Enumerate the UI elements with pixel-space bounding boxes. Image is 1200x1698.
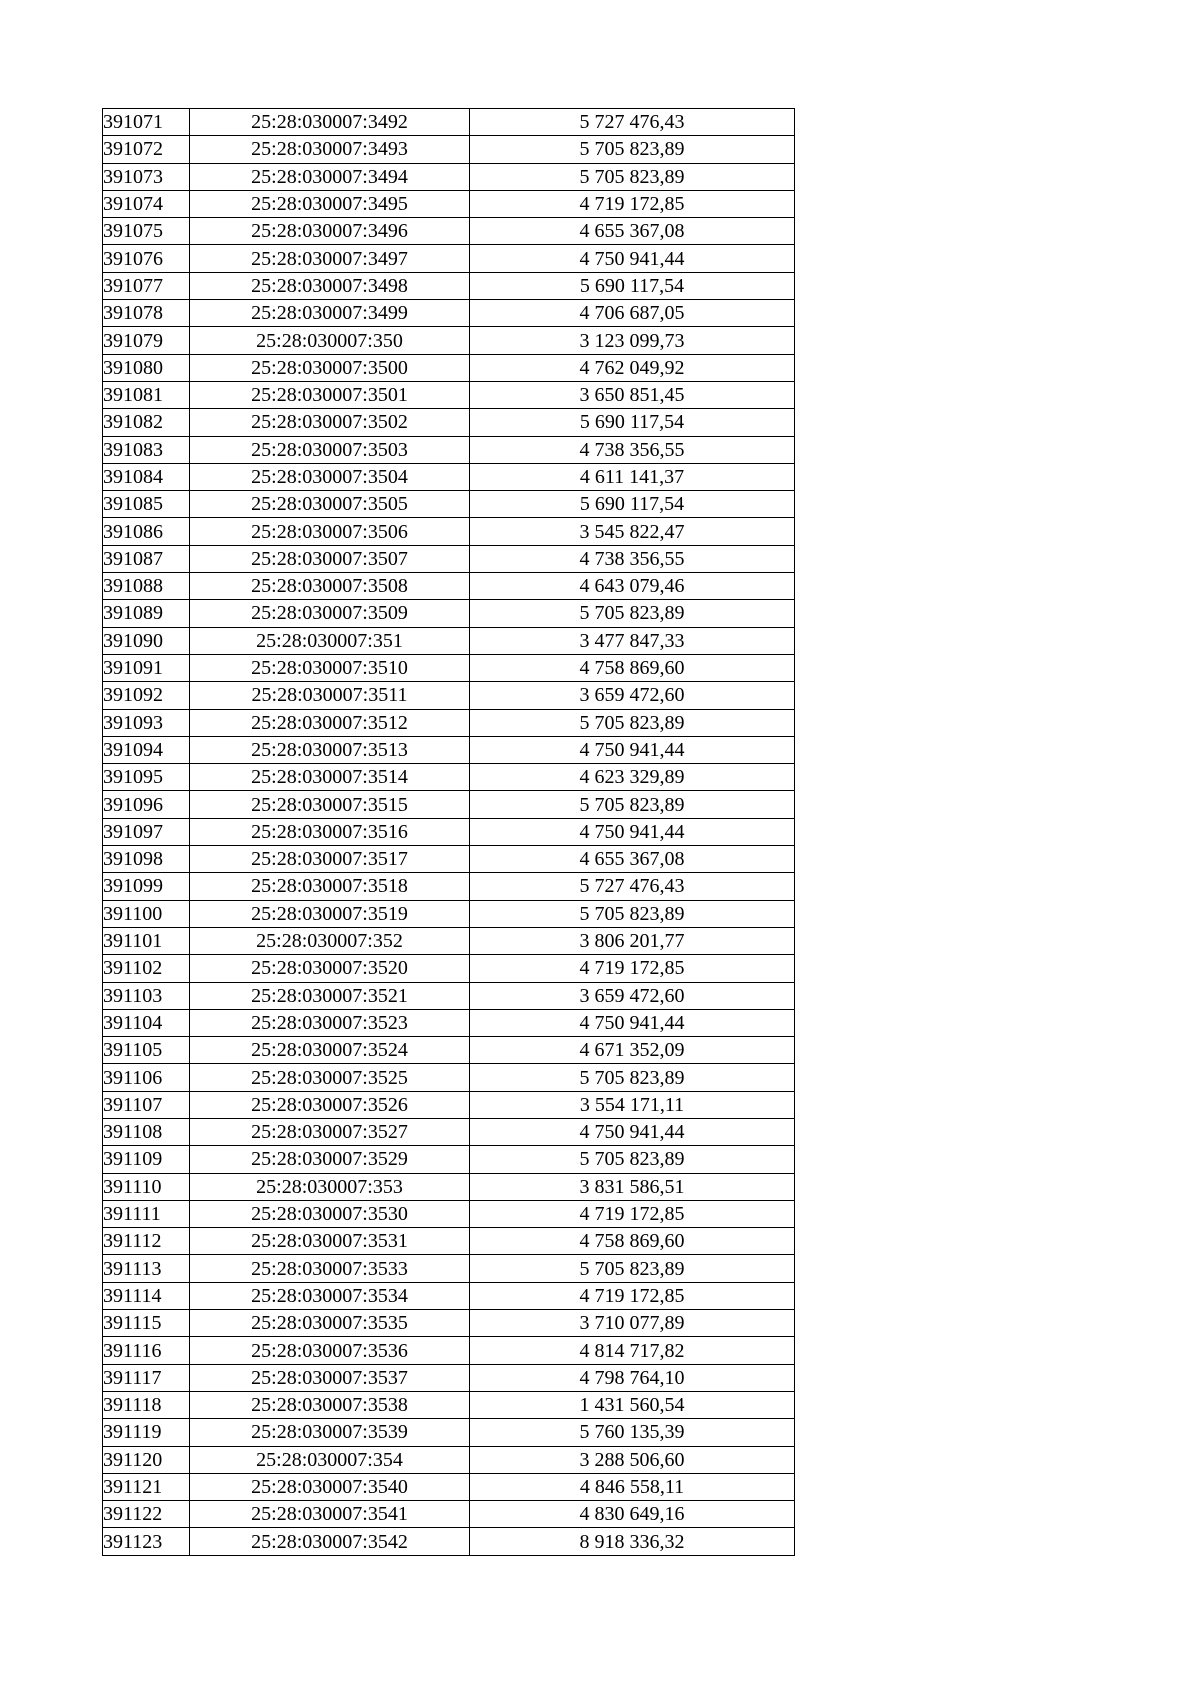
cadastral-value-cell: 4 758 869,60 — [470, 654, 795, 681]
table-row — [103, 218, 795, 245]
row-number-cell: 391116 — [103, 1337, 190, 1364]
cadastral-value-cell: 8 918 336,32 — [470, 1528, 795, 1555]
row-number-cell: 391087 — [103, 545, 190, 572]
row-number-cell: 391108 — [103, 1118, 190, 1145]
row-number-cell: 391074 — [103, 190, 190, 217]
row-number-cell: 391099 — [103, 873, 190, 900]
cadastral-value-cell: 3 123 099,73 — [470, 327, 795, 354]
cadastral-number-cell: 25:28:030007:3538 — [190, 1391, 470, 1418]
table-row — [103, 463, 795, 490]
cadastral-number-cell: 25:28:030007:3540 — [190, 1473, 470, 1500]
table-row — [103, 1009, 795, 1036]
cadastral-number-cell: 25:28:030007:3520 — [190, 955, 470, 982]
cadastral-number-cell: 25:28:030007:3516 — [190, 818, 470, 845]
table-row — [103, 409, 795, 436]
cadastral-number-cell: 25:28:030007:3494 — [190, 163, 470, 190]
table-row — [103, 1200, 795, 1227]
table-row — [103, 545, 795, 572]
table-row — [103, 1528, 795, 1555]
table-row — [103, 109, 795, 136]
cadastral-number-cell: 25:28:030007:353 — [190, 1173, 470, 1200]
cadastral-number-cell: 25:28:030007:3515 — [190, 791, 470, 818]
row-number-cell: 391122 — [103, 1501, 190, 1528]
cadastral-number-cell: 25:28:030007:3513 — [190, 736, 470, 763]
cadastral-value-cell: 3 659 472,60 — [470, 682, 795, 709]
table-row — [103, 900, 795, 927]
table-row — [103, 1310, 795, 1337]
row-number-cell: 391121 — [103, 1473, 190, 1500]
cadastral-number-cell: 25:28:030007:3502 — [190, 409, 470, 436]
cadastral-value-cell: 4 738 356,55 — [470, 545, 795, 572]
row-number-cell: 391076 — [103, 245, 190, 272]
cadastral-value-cell: 5 727 476,43 — [470, 109, 795, 136]
row-number-cell: 391073 — [103, 163, 190, 190]
row-number-cell: 391086 — [103, 518, 190, 545]
cadastral-number-cell: 25:28:030007:3496 — [190, 218, 470, 245]
row-number-cell: 391115 — [103, 1310, 190, 1337]
table-row — [103, 1118, 795, 1145]
row-number-cell: 391081 — [103, 381, 190, 408]
table-row — [103, 518, 795, 545]
row-number-cell: 391098 — [103, 846, 190, 873]
cadastral-number-cell: 25:28:030007:3537 — [190, 1364, 470, 1391]
row-number-cell: 391111 — [103, 1200, 190, 1227]
cadastral-value-cell: 3 288 506,60 — [470, 1446, 795, 1473]
table-row — [103, 1419, 795, 1446]
cadastral-number-cell: 25:28:030007:3539 — [190, 1419, 470, 1446]
cadastral-number-cell: 25:28:030007:3501 — [190, 381, 470, 408]
table-row — [103, 873, 795, 900]
row-number-cell: 391103 — [103, 982, 190, 1009]
row-number-cell: 391082 — [103, 409, 190, 436]
table-row — [103, 1146, 795, 1173]
cadastral-number-cell: 25:28:030007:3541 — [190, 1501, 470, 1528]
cadastral-value-cell: 4 611 141,37 — [470, 463, 795, 490]
cadastral-number-cell: 25:28:030007:3533 — [190, 1255, 470, 1282]
cadastral-number-cell: 25:28:030007:3503 — [190, 436, 470, 463]
cadastral-value-cell: 5 690 117,54 — [470, 409, 795, 436]
row-number-cell: 391079 — [103, 327, 190, 354]
row-number-cell: 391102 — [103, 955, 190, 982]
table-row — [103, 600, 795, 627]
table-row — [103, 736, 795, 763]
cadastral-value-cell: 4 762 049,92 — [470, 354, 795, 381]
cadastral-value-cell: 3 831 586,51 — [470, 1173, 795, 1200]
table-row — [103, 1091, 795, 1118]
cadastral-value-cell: 5 705 823,89 — [470, 1255, 795, 1282]
table-row — [103, 1228, 795, 1255]
table-row — [103, 1364, 795, 1391]
table-row — [103, 927, 795, 954]
row-number-cell: 391104 — [103, 1009, 190, 1036]
row-number-cell: 391071 — [103, 109, 190, 136]
table-row — [103, 136, 795, 163]
cadastral-value-cell: 5 690 117,54 — [470, 491, 795, 518]
cadastral-value-cell: 4 750 941,44 — [470, 1118, 795, 1145]
cadastral-value-cell: 4 643 079,46 — [470, 573, 795, 600]
table-row — [103, 627, 795, 654]
table-row — [103, 1501, 795, 1528]
cadastral-value-cell: 5 727 476,43 — [470, 873, 795, 900]
table-row — [103, 1064, 795, 1091]
cadastral-value-cell: 4 719 172,85 — [470, 1200, 795, 1227]
table-row — [103, 1173, 795, 1200]
cadastral-number-cell: 25:28:030007:3493 — [190, 136, 470, 163]
table-row — [103, 245, 795, 272]
cadastral-value-cell: 4 623 329,89 — [470, 764, 795, 791]
cadastral-value-cell: 4 655 367,08 — [470, 218, 795, 245]
cadastral-value-cell: 5 705 823,89 — [470, 136, 795, 163]
cadastral-number-cell: 25:28:030007:3506 — [190, 518, 470, 545]
row-number-cell: 391117 — [103, 1364, 190, 1391]
row-number-cell: 391095 — [103, 764, 190, 791]
row-number-cell: 391089 — [103, 600, 190, 627]
cadastral-number-cell: 25:28:030007:3517 — [190, 846, 470, 873]
row-number-cell: 391105 — [103, 1037, 190, 1064]
row-number-cell: 391075 — [103, 218, 190, 245]
cadastral-value-cell: 1 431 560,54 — [470, 1391, 795, 1418]
cadastral-value-cell: 4 655 367,08 — [470, 846, 795, 873]
table-row — [103, 846, 795, 873]
table-row — [103, 327, 795, 354]
cadastral-number-cell: 25:28:030007:3504 — [190, 463, 470, 490]
row-number-cell: 391097 — [103, 818, 190, 845]
cadastral-number-cell: 25:28:030007:3512 — [190, 709, 470, 736]
table-row — [103, 381, 795, 408]
cadastral-value-cell: 4 758 869,60 — [470, 1228, 795, 1255]
cadastral-value-cell: 3 545 822,47 — [470, 518, 795, 545]
cadastral-number-cell: 25:28:030007:3518 — [190, 873, 470, 900]
table-row — [103, 163, 795, 190]
cadastral-number-cell: 25:28:030007:3525 — [190, 1064, 470, 1091]
cadastral-number-cell: 25:28:030007:3535 — [190, 1310, 470, 1337]
table-row — [103, 1255, 795, 1282]
table-row — [103, 818, 795, 845]
table-row — [103, 491, 795, 518]
cadastral-number-cell: 25:28:030007:3514 — [190, 764, 470, 791]
row-number-cell: 391113 — [103, 1255, 190, 1282]
cadastral-number-cell: 25:28:030007:352 — [190, 927, 470, 954]
cadastral-value-cell: 5 705 823,89 — [470, 1146, 795, 1173]
cadastral-value-cell: 4 750 941,44 — [470, 1009, 795, 1036]
row-number-cell: 391100 — [103, 900, 190, 927]
row-number-cell: 391092 — [103, 682, 190, 709]
row-number-cell: 391077 — [103, 272, 190, 299]
cadastral-value-cell: 3 806 201,77 — [470, 927, 795, 954]
row-number-cell: 391088 — [103, 573, 190, 600]
table-body — [103, 109, 795, 1556]
cadastral-value-cell: 5 705 823,89 — [470, 900, 795, 927]
row-number-cell: 391101 — [103, 927, 190, 954]
row-number-cell: 391120 — [103, 1446, 190, 1473]
cadastral-value-cell: 5 690 117,54 — [470, 272, 795, 299]
cadastral-number-cell: 25:28:030007:351 — [190, 627, 470, 654]
cadastral-number-cell: 25:28:030007:3519 — [190, 900, 470, 927]
table-row — [103, 300, 795, 327]
table-row — [103, 709, 795, 736]
cadastral-number-cell: 25:28:030007:3509 — [190, 600, 470, 627]
row-number-cell: 391090 — [103, 627, 190, 654]
row-number-cell: 391085 — [103, 491, 190, 518]
row-number-cell: 391078 — [103, 300, 190, 327]
cadastral-number-cell: 25:28:030007:354 — [190, 1446, 470, 1473]
cadastral-value-table — [102, 108, 795, 1556]
cadastral-number-cell: 25:28:030007:3536 — [190, 1337, 470, 1364]
table-row — [103, 955, 795, 982]
row-number-cell: 391119 — [103, 1419, 190, 1446]
cadastral-number-cell: 25:28:030007:3510 — [190, 654, 470, 681]
cadastral-value-cell: 3 650 851,45 — [470, 381, 795, 408]
cadastral-number-cell: 25:28:030007:3534 — [190, 1282, 470, 1309]
cadastral-value-cell: 5 705 823,89 — [470, 1064, 795, 1091]
cadastral-number-cell: 25:28:030007:3529 — [190, 1146, 470, 1173]
row-number-cell: 391110 — [103, 1173, 190, 1200]
row-number-cell: 391109 — [103, 1146, 190, 1173]
table-row — [103, 1337, 795, 1364]
table-row — [103, 1473, 795, 1500]
row-number-cell: 391091 — [103, 654, 190, 681]
table-row — [103, 654, 795, 681]
table-row — [103, 682, 795, 709]
cadastral-value-cell: 5 760 135,39 — [470, 1419, 795, 1446]
row-number-cell: 391093 — [103, 709, 190, 736]
cadastral-value-cell: 3 477 847,33 — [470, 627, 795, 654]
table-row — [103, 764, 795, 791]
table-row — [103, 272, 795, 299]
cadastral-value-cell: 3 710 077,89 — [470, 1310, 795, 1337]
row-number-cell: 391114 — [103, 1282, 190, 1309]
table-row — [103, 982, 795, 1009]
cadastral-number-cell: 25:28:030007:3508 — [190, 573, 470, 600]
row-number-cell: 391123 — [103, 1528, 190, 1555]
cadastral-number-cell: 25:28:030007:3500 — [190, 354, 470, 381]
table-row — [103, 1391, 795, 1418]
cadastral-value-cell: 4 719 172,85 — [470, 1282, 795, 1309]
table-row — [103, 1282, 795, 1309]
table-row — [103, 436, 795, 463]
cadastral-number-cell: 25:28:030007:3505 — [190, 491, 470, 518]
cadastral-value-cell: 3 554 171,11 — [470, 1091, 795, 1118]
cadastral-value-cell: 4 719 172,85 — [470, 955, 795, 982]
table-row — [103, 791, 795, 818]
table-row — [103, 190, 795, 217]
cadastral-value-cell: 4 750 941,44 — [470, 245, 795, 272]
row-number-cell: 391094 — [103, 736, 190, 763]
cadastral-number-cell: 25:28:030007:3498 — [190, 272, 470, 299]
cadastral-number-cell: 25:28:030007:3497 — [190, 245, 470, 272]
row-number-cell: 391080 — [103, 354, 190, 381]
cadastral-value-cell: 4 798 764,10 — [470, 1364, 795, 1391]
cadastral-value-cell: 5 705 823,89 — [470, 163, 795, 190]
cadastral-number-cell: 25:28:030007:3526 — [190, 1091, 470, 1118]
cadastral-value-cell: 5 705 823,89 — [470, 600, 795, 627]
cadastral-number-cell: 25:28:030007:3495 — [190, 190, 470, 217]
cadastral-number-cell: 25:28:030007:3530 — [190, 1200, 470, 1227]
cadastral-number-cell: 25:28:030007:3492 — [190, 109, 470, 136]
cadastral-value-cell: 4 830 649,16 — [470, 1501, 795, 1528]
table-row — [103, 354, 795, 381]
cadastral-number-cell: 25:28:030007:3542 — [190, 1528, 470, 1555]
row-number-cell: 391118 — [103, 1391, 190, 1418]
cadastral-value-cell: 5 705 823,89 — [470, 791, 795, 818]
cadastral-value-cell: 3 659 472,60 — [470, 982, 795, 1009]
row-number-cell: 391106 — [103, 1064, 190, 1091]
table-row — [103, 1037, 795, 1064]
table-row — [103, 573, 795, 600]
cadastral-value-cell: 4 750 941,44 — [470, 818, 795, 845]
cadastral-value-cell: 4 706 687,05 — [470, 300, 795, 327]
cadastral-number-cell: 25:28:030007:3531 — [190, 1228, 470, 1255]
cadastral-value-cell: 4 814 717,82 — [470, 1337, 795, 1364]
cadastral-value-cell: 4 738 356,55 — [470, 436, 795, 463]
row-number-cell: 391107 — [103, 1091, 190, 1118]
cadastral-number-cell: 25:28:030007:350 — [190, 327, 470, 354]
row-number-cell: 391083 — [103, 436, 190, 463]
cadastral-number-cell: 25:28:030007:3511 — [190, 682, 470, 709]
row-number-cell: 391084 — [103, 463, 190, 490]
cadastral-value-cell: 5 705 823,89 — [470, 709, 795, 736]
cadastral-number-cell: 25:28:030007:3523 — [190, 1009, 470, 1036]
cadastral-number-cell: 25:28:030007:3524 — [190, 1037, 470, 1064]
cadastral-number-cell: 25:28:030007:3527 — [190, 1118, 470, 1145]
cadastral-value-cell: 4 846 558,11 — [470, 1473, 795, 1500]
cadastral-number-cell: 25:28:030007:3521 — [190, 982, 470, 1009]
cadastral-value-cell: 4 719 172,85 — [470, 190, 795, 217]
row-number-cell: 391096 — [103, 791, 190, 818]
cadastral-value-cell: 4 671 352,09 — [470, 1037, 795, 1064]
cadastral-number-cell: 25:28:030007:3507 — [190, 545, 470, 572]
table-row — [103, 1446, 795, 1473]
row-number-cell: 391112 — [103, 1228, 190, 1255]
cadastral-value-cell: 4 750 941,44 — [470, 736, 795, 763]
cadastral-number-cell: 25:28:030007:3499 — [190, 300, 470, 327]
row-number-cell: 391072 — [103, 136, 190, 163]
